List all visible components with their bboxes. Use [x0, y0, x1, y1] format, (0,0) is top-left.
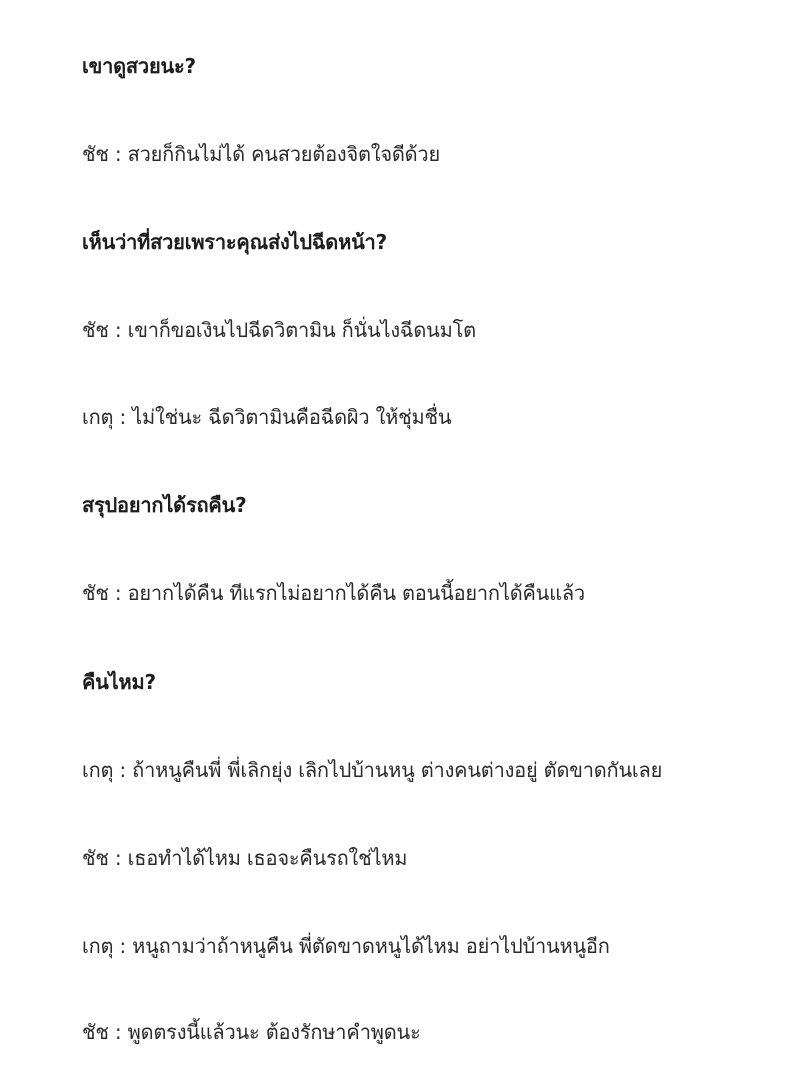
interview-answer: เกตุ : ไม่ใช่นะ ฉีดวิตามินคือฉีดผิว ให้ชุ่มชื่น: [82, 405, 452, 429]
interview-answer: เกตุ : ถ้าหนูคืนพี่ พี่เลิกยุ่ง เลิกไปบ้านหนู ต่างคนต่างอยู่ ตัดขาดกันเลย: [82, 758, 663, 782]
interview-question: เห็นว่าที่สวยเพราะคุณส่งไปฉีดหน้า?: [82, 230, 387, 254]
interview-question: คืนไหม?: [82, 670, 156, 694]
interview-question: เขาดูสวยนะ?: [82, 54, 196, 78]
interview-answer: เกตุ : หนูถามว่าถ้าหนูคืน พี่ตัดขาดหนูได้ไหม อย่าไปบ้านหนูอีก: [82, 934, 610, 958]
interview-question: สรุปอยากได้รถคืน?: [82, 493, 247, 517]
interview-answer: ชัช : อยากได้คืน ทีแรกไม่อยากได้คืน ตอนนี้อยากได้คืนแล้ว: [82, 581, 585, 605]
interview-answer: ชัช : เขาก็ขอเงินไปฉีดวิตามิน ก็นั่นไงฉีดนมโต: [82, 318, 476, 342]
interview-answer: ชัช : เธอทำได้ไหม เธอจะคืนรถใช่ไหม: [82, 846, 408, 870]
interview-answer: ชัช : สวยก็กินไม่ได้ คนสวยต้องจิตใจดีด้วย: [82, 142, 440, 166]
interview-answer: ชัช : พูดตรงนี้แล้วนะ ต้องรักษาคำพูดนะ: [82, 1020, 421, 1044]
